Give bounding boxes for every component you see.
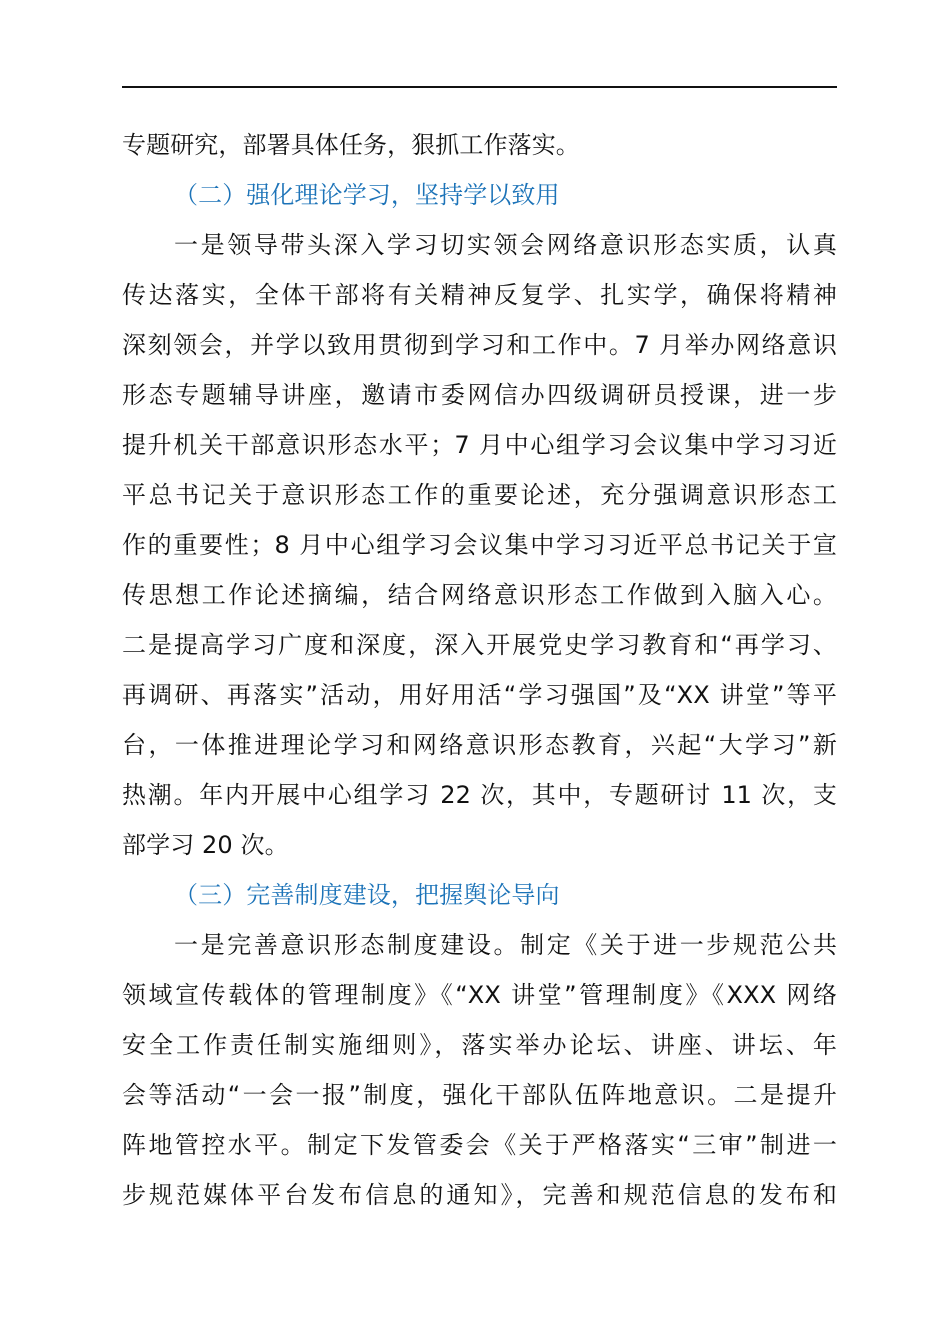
body-line: 阵地管控水平。制定下发管委会《关于严格落实“三审”制进一 — [122, 1131, 837, 1159]
body-line: 部学习 20 次。 — [122, 831, 289, 859]
body-line: 领域宣传载体的管理制度》《“XX 讲堂”管理制度》《XXX 网络 — [122, 981, 837, 1009]
body-line: 步规范媒体平台发布信息的通知》，完善和规范信息的发布和 — [122, 1181, 837, 1209]
body-line: 一是领导带头深入学习切实领会网络意识形态实质，认真 — [174, 231, 837, 259]
document-body — [122, 120, 837, 1220]
body-line: 专题研究，部署具体任务，狠抓工作落实。 — [122, 131, 580, 159]
body-line: 热潮。年内开展中心组学习 22 次，其中，专题研讨 11 次，支 — [122, 781, 837, 809]
header-rule — [122, 86, 837, 88]
body-line: 二是提高学习广度和深度，深入开展党史学习教育和“再学习、 — [122, 631, 837, 659]
body-line: 会等活动“一会一报”制度，强化干部队伍阵地意识。二是提升 — [122, 1081, 837, 1109]
body-line: 平总书记关于意识形态工作的重要论述，充分强调意识形态工 — [122, 481, 837, 509]
body-line: 形态专题辅导讲座，邀请市委网信办四级调研员授课，进一步 — [122, 381, 837, 409]
body-line: 一是完善意识形态制度建设。制定《关于进一步规范公共 — [174, 931, 837, 959]
body-line: 深刻领会，并学以致用贯彻到学习和工作中。7 月举办网络意识 — [122, 331, 837, 359]
body-line: 作的重要性；8 月中心组学习会议集中学习习近平总书记关于宣 — [122, 531, 837, 559]
body-line: 安全工作责任制实施细则》，落实举办论坛、讲座、讲坛、年 — [122, 1031, 837, 1059]
body-line: 再调研、再落实”活动，用好用活“学习强国”及“XX 讲堂”等平 — [122, 681, 837, 709]
body-line: 传思想工作论述摘编，结合网络意识形态工作做到入脑入心。 — [122, 581, 837, 609]
body-line: 台，一体推进理论学习和网络意识形态教育，兴起“大学习”新 — [122, 731, 837, 759]
section-heading-2: （二）强化理论学习，坚持学以致用 — [174, 181, 560, 209]
body-line: 提升机关干部意识形态水平；7 月中心组学习会议集中学习习近 — [122, 431, 837, 459]
body-line: 传达落实，全体干部将有关精神反复学、扎实学，确保将精神 — [122, 281, 837, 309]
section-heading-3: （三）完善制度建设，把握舆论导向 — [174, 881, 560, 909]
